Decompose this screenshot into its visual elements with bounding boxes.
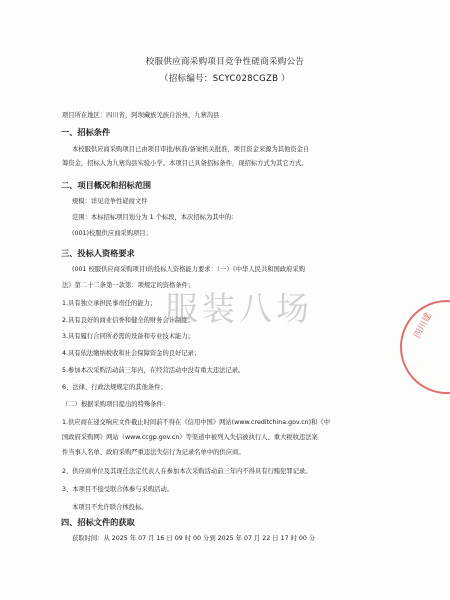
section-2-line: (001)校服供应商采购项目； — [72, 230, 152, 237]
bid-code: （招标编号：SCYC028CGZB ） — [159, 74, 291, 84]
section-3-line: 件当事人名单、政府采购严重违法失信行为记录名单中的供应商。 — [62, 449, 245, 456]
official-seal — [400, 300, 450, 394]
section-3-line: 3.具有履行合同所必需的设备和专业技术能力； — [62, 333, 194, 340]
section-heading-2: 二、项目概况和招标范围 — [61, 180, 152, 190]
section-3-line: 4.具有依法缴纳税收和社会保障资金的良好记录； — [62, 350, 201, 357]
watermark: 服装八场 — [165, 289, 313, 328]
section-3-line: (001 校服供应商采购项目)的投标人资格能力要求：（一）《中华人民共和国政府采购 — [72, 266, 306, 273]
section-heading-3: 三、投标人资格要求 — [61, 248, 135, 258]
section-1-line: 本校服供应商采购项目已由项目审批/核准/备案机关批准，项目资金来源为其他资金自 — [72, 146, 310, 153]
section-3-line: 5.参加本次采购活动前三年内，在经营活动中没有重大违法记录。 — [62, 367, 245, 374]
section-heading-1: 一、招标条件 — [61, 127, 111, 137]
section-3-line: 2.具有良好的商业信誉和健全的财务会计制度； — [62, 317, 194, 324]
section-4-line: 获取时间：从 2025 年 07 月 16 日 09 时 00 分到 2025 年 07 月 22 日 17 时 00 分 — [72, 535, 316, 542]
section-heading-4: 四、招标文件的获取 — [61, 517, 135, 527]
project-location: 项目所在地区：四川省，阿坝藏族羌族自治州，九寨沟县 — [62, 112, 220, 119]
section-2-line: 范围：本标招标项目划分为 1 个标段，本次招标为其中的： — [72, 214, 238, 221]
section-3-line: 1.供应商在递交响应文件截止时间前不得在《信用中国》网站(www.creditchina.gov.cn)和《中 — [62, 419, 331, 426]
section-3-line: 国政府采购网》网站（www.ccgp.gov.cn）等渠道中被列入失信被执行人、重大税收违法案 — [62, 434, 318, 441]
section-3-line: 本项目不允许联合体投标。 — [72, 504, 148, 511]
section-3-line: 法》第二十二条第一款第：项规定的资格条件； — [62, 282, 195, 289]
section-1-line: 筹资金，招标人为九寨沟县实验小学。本项目已具备招标条件，现招标方式为其它方式。 — [62, 160, 308, 167]
section-3-line: 3、本项目不接受联合体参与采购活动。 — [62, 486, 174, 493]
page-title: 校服供应商采购项目竞争性磋商采购公告 — [145, 57, 305, 67]
section-2-line: 规模：详见竞争性磋商文件 — [72, 198, 148, 205]
section-3-line: （二）根据采购项目提出的特殊条件： — [62, 401, 170, 408]
seal-text: 四川建 — [412, 311, 435, 341]
section-3-line: 6、法律、行政法规规定的其他条件； — [62, 384, 167, 391]
section-3-line: 1.具有独立承担民事责任的能力； — [62, 300, 157, 307]
section-3-line: 2、供应商单位及其现任法定代表人在参加本次采购活动前三年内不得具有行贿犯罪记录。 — [62, 468, 312, 475]
